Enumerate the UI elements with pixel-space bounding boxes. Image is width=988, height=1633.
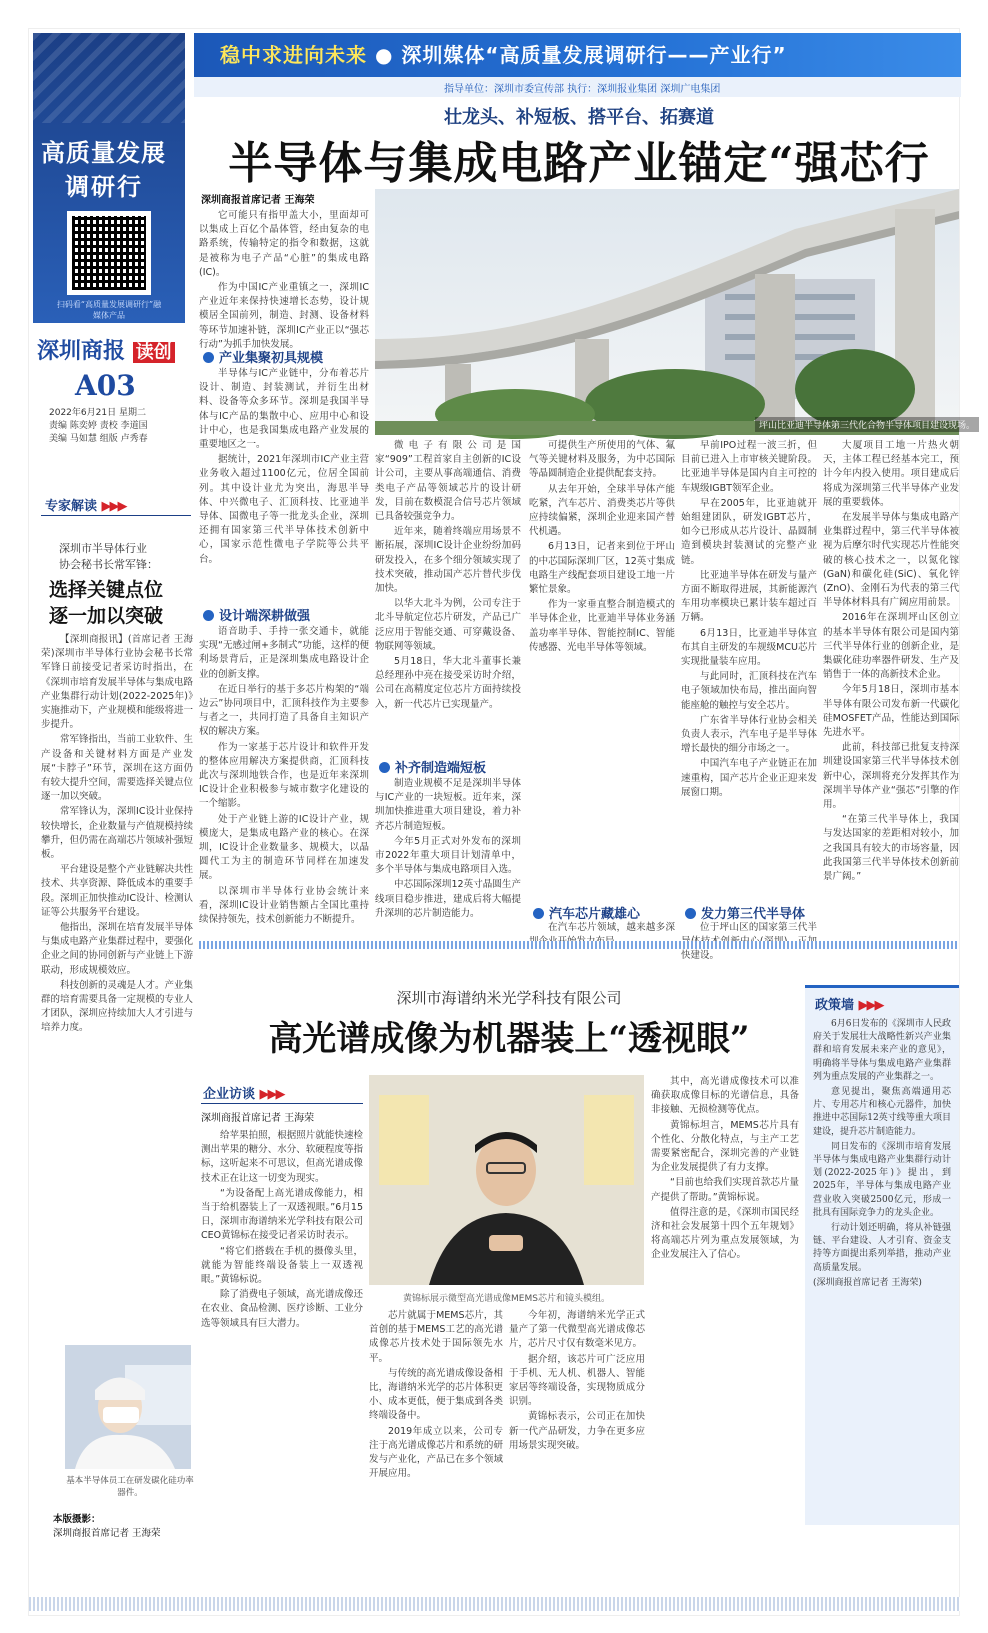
article-kicker: 壮龙头、补短板、搭平台、拓赛道 (444, 107, 714, 128)
banner-highlight: 稳中求进向未来 (220, 43, 367, 67)
paragraph: 它可能只有指甲盖大小，里面却可以集成上百亿个晶体管，经由复杂的电路系统，传输特定的指令和数据，这就是被称为电子产品“心脏”的集成电路(IC)。 (199, 210, 369, 278)
paragraph: 在汽车芯片领域，越来越多深 (548, 922, 675, 933)
column-masthead (33, 33, 185, 323)
section-title-manufacturing: 补齐制造端短板 (379, 757, 486, 776)
paragraph: 除了消费电子领域，高光谱成像还在农业、食品检测、医疗诊断、工业分选等领域具有巨大潜力。 (201, 1289, 363, 1329)
construction-photo (375, 189, 976, 435)
policy-box (805, 985, 959, 1525)
ceo-photo (369, 1075, 644, 1285)
expert-text (41, 633, 193, 1333)
masthead-decoration (33, 33, 185, 123)
paragraph: 处于产业链上游的IC设计产业，规模庞大，是集成电路产业的核心。在深圳，IC设计企业数量多、规模大，以晶圆代工为主的制造环节同样在加速发展。 (199, 813, 369, 882)
ceo-illustration (369, 1075, 644, 1285)
article-headline: 半导体与集成电路产业锚定“强芯行 (228, 138, 930, 189)
section-title-cluster: 产业集聚初具规模 (203, 347, 323, 366)
section-text-design (199, 625, 369, 935)
paragraph: 2016年在深圳坪山区创立的基本半导体有限公司是国内第三代半导体行业的创新企业，是集碳化硅功率器件研发、生产及销售于一体的高新技术企业。 (823, 612, 959, 681)
newspaper-page (28, 28, 976, 1616)
photo-illustration (375, 189, 959, 435)
paragraph: 与传统的高光谱成像设备相比，海谱纳米光学的芯片体积更小、成本更低，便于集成到各类终端设备中。 (369, 1367, 503, 1422)
paragraph: 据统计，2021年深圳市IC产业主营业务收入超过1100亿元，位居全国前列。其中设计业尤为突出，海思半导体、中兴微电子、汇顶科技、比亚迪半导体、国微电子等一批龙头企业，深圳还拥有国家第三代半导体技术创新中心，国家示范性微电子学院等公共平台。 (199, 454, 369, 565)
paragraph: 常军锋指出，当前工业软件、生产设备和关键材料方面是产业发展“卡脖子”环节，深圳在这方面仍有较大提升空间，需要选择关键点位逐一加以突破。 (41, 734, 194, 803)
paragraph: 他指出，深圳在培育发展半导体与集成电路产业集群过程中，要强化企业之间的协同创新与产业链上下游联动，形成规模效应。 (41, 922, 194, 976)
paragraph: 中芯国际深圳12英寸晶圆生产线项目稳步推进，建成后将大幅提升深圳的芯片制造能力。 (375, 879, 521, 919)
paragraph: 大厦项目工地一片热火朝天，主体工程已经基本完工，预计今年内投入使用。项目建成后将成为深圳第三代半导体产业发展的重要载体。 (823, 440, 959, 508)
paragraph: 半导体与IC产业链中，分布着芯片设计、制造、封装测试，并衍生出材料、设备等众多环节。深圳是我国半导体与IC产品的集散中心、应用中心和设计中心，也是我国集成电路产业发展的重要地区之一。 (199, 368, 369, 451)
paragraph: 在发展半导体与集成电路产业集群过程中，第三代半导体被视为后摩尔时代实现芯片性能突破的核心技术之一，以氮化镓(GaN)和碳化硅(SiC)、氧化锌(ZnO)、金刚石为代表的第三代半导体材料具有广阔应用前景。 (823, 512, 959, 609)
paragraph: 黄锦标表示，公司正在加快新一代产品研发，力争在更多应用场景实现突破。 (509, 1411, 645, 1451)
paragraph: 平台建设是整个产业链解决共性技术、共享资源、降低成本的重要手段。深圳正加快推动IC设计、检测认证等公共服务平台建设。 (41, 864, 194, 918)
section-text-cluster (199, 367, 369, 599)
paragraph: “目前也给我们实现首款芯片量产提供了帮助。”黄锦标说。 (651, 1177, 799, 1203)
banner-title: ● 深圳媒体“高质量发展调研行——产业行” (374, 43, 787, 67)
issue-date: 2022年6月21日 星期二 (49, 408, 146, 418)
qr-caption: 扫码看“高质量发展调研行”融媒体产品 (56, 300, 162, 320)
paragraph: 位于坪山区的国家第三代半 快建设。 (681, 922, 817, 962)
paragraph: 与此同时，汇顶科技在汽车电子领域加快布局，推出面向智能座舱的触控与安全芯片。 (681, 671, 817, 711)
article-byline: 深圳商报首席记者 王海荣 (201, 195, 315, 206)
paragraph: 语音助手、手持一张交通卡，就能实现“无感过闸+多制式”功能，这样的便利场景背后，正是深圳集成电路设计企业的创新支撑。 (199, 626, 369, 680)
paragraph: 作为中国IC产业重镇之一，深圳IC产业近年来保持快速增长态势，设计规模居全国前列，制造、封测、设备材料等环节加速补链，深圳IC产业正以“强芯行动”为抓手加快发展。 (199, 282, 369, 350)
policy-text (813, 1018, 951, 1292)
paragraph: 微电子有限公司是国家“909”工程首家自主创新的IC设计公司，主要从事高端通信、消费类电子产品等领域芯片的设计研发，目前在数模混合信号芯片领域已具备较强竞争力。 (375, 440, 521, 523)
column-text (681, 439, 817, 901)
paragraph: 2019年成立以来，公司专注于高光谱成像芯片和系统的研发与产业化，产品已在多个领域开展应用。 (369, 1425, 503, 1480)
paragraph: 早前IPO过程一波三折，但目前已进入上市审核关键阶段。比亚迪半导体是国内自主可控的车规级IGBT领军企业。 (681, 440, 817, 494)
paragraph: 在近日举行的基于多芯片构架的“端边云”协同项目中，汇顶科技作为主要参与者之一，共同打造了具备自主知识产权的解决方案。 (199, 683, 369, 738)
worker-photo-caption: 基本半导体员工在研发碳化硅功率器件。 (66, 1476, 194, 1498)
credit-name: 深圳商报首席记者 王海荣 (53, 1528, 161, 1539)
article2-text (509, 1309, 645, 1575)
paragraph: “为设备配上高光谱成像能力，相当于给机器装上了一双透视眼。”6月15日，深圳市海谱纳米光学科技有限公司CEO黄锦标在接受记者采访时表示。 (201, 1187, 363, 1242)
company-name: 深圳市海谱纳米光学科技有限公司 (396, 989, 622, 1007)
paragraph: 作为一家垂直整合制造模式的半导体企业，比亚迪半导体业务涵盖功率半导体、智能控制IC、智能传感器、光电半导体等领域。 (529, 599, 675, 653)
paragraph: 可提供生产所使用的气体、氟气等关键材料及服务，为中芯国际等晶圆制造企业提供配套支持。 (529, 440, 675, 480)
paragraph: 今年初，海谱纳米光学正式量产了第一代微型高光谱成像芯片，芯片尺寸仅有数毫米见方。 (509, 1310, 645, 1350)
page-number: A03 (75, 369, 136, 402)
bottom-decoration (29, 1597, 961, 1611)
paragraph: 6月13日，记者来到位于坪山的中芯国际深圳厂区，12英寸集成电路生产线配套项目建设工地一片繁忙景象。 (529, 541, 675, 596)
paragraph: 行动计划还明确，将从补链强链、平台建设、人才引育、资金支持等方面提出系列举措，推动产业高质量发展。 (813, 1223, 951, 1273)
paper-logo (37, 334, 175, 365)
column-text (529, 439, 675, 901)
paragraph: 此前，科技部已批复支持深圳建设国家第三代半导体技术创新中心，深圳将充分发挥其作为深圳半导体产业“强芯”引擎的作用。 (823, 742, 959, 811)
expert-tag: 专家解读 ▶▶▶ (45, 499, 126, 514)
paragraph: 给苹果拍照，根据照片就能快速检测出苹果的糖分、水分、软硬程度等指标，这听起来不可思议，但高光谱成像技术正在让这一切变为现实。 (201, 1130, 363, 1184)
divider (201, 1103, 363, 1104)
editor-credits: 责编 陈奕婷 责校 李道国 美编 马如慧 组版 卢秀春 (49, 421, 148, 444)
policy-credit: (深圳商报首席记者 王海荣) (813, 1277, 922, 1288)
paragraph: 中国汽车电子产业链正在加速重构，国产芯片企业正迎来发展窗口期。 (681, 758, 817, 798)
paragraph: “在第三代半导体上，我国与发达国家的差距相对较小，加之我国具有较大的市场容量，因此我国第三代半导体技术创新前景广阔。” (823, 814, 959, 883)
sub-banner (194, 77, 961, 97)
paragraph: 6月6日发布的《深圳市人民政府关于发展壮大战略性新兴产业集群和培育发展未来产业的意见》，明确将半导体与集成电路产业集群列为重点发展的产业集群之一。 (813, 1019, 951, 1082)
article2-byline: 深圳商报首席记者 王海荣 (201, 1113, 315, 1124)
paragraph: 比亚迪半导体在研发与量产方面不断取得进展，其新能源汽车用功率模块已累计装车超过百万辆。 (681, 569, 817, 624)
ceo-photo-caption: 黄锦标展示微型高光谱成像MEMS芯片和镜头模组。 (403, 1294, 610, 1304)
paragraph: 芯片就属于MEMS芯片，其首创的基于MEMS工艺的高光谱成像芯片技术处于国际领先水平。 (369, 1310, 503, 1364)
paragraph: 作为一家基于芯片设计和软件开发的整体应用解决方案提供商，汇顶科技此次与深圳地铁合作，也是近年来深圳IC设计企业积极参与城市数字化建设的一个缩影。 (199, 741, 369, 810)
section-title-third-gen: 发力第三代半导体 (685, 903, 805, 922)
paragraph: 制造业规模不足是深圳半导体与IC产业的一块短板。近年来，深圳加快推进重大项目建设，着力补齐芯片制造短板。 (375, 778, 521, 832)
expert-quote: 选择关键点位 逐一加以突破 (49, 579, 164, 627)
section-text-manufacturing (375, 777, 521, 935)
paragraph: 5月18日，华大北斗董事长兼总经理孙中亮在接受采访时介绍，公司在高精度定位芯片方面持续投入，新一代芯片已实现量产。 (375, 656, 521, 710)
expert-name: 深圳市半导体行业 协会秘书长常军锋： (59, 542, 158, 571)
worker-photo (65, 1345, 191, 1469)
masthead-title-line1: 高质量发展 (41, 139, 166, 167)
column-text (823, 439, 959, 937)
credit-label: 本版摄影： (53, 1514, 101, 1525)
paragraph: 今年5月18日，深圳市基本半导体有限公司发布新一代碳化硅MOSFET产品，性能达到国际先进水平。 (823, 684, 959, 739)
section-text-auto-chips (529, 921, 675, 937)
paragraph: 同日发布的《深圳市培育发展半导体与集成电路产业集群行动计划(2022-2025年)》提出，到2025年，半导体与集成电路产业营业收入突破2500亿元，形成一批具有国际竞争力的龙头企业。 (813, 1141, 951, 1218)
paragraph: 以深圳市半导体行业协会统计来看，深圳IC设计业销售额占全国比重持续保持领先，技术创新能力不断提升。 (199, 885, 369, 926)
paragraph: 近年来，随着终端应用场景不断拓展，深圳IC设计企业纷纷加码研发投入，在多个细分领域实现了技术突破，推动国产芯片替代步伐加快。 (375, 526, 521, 595)
paragraph: 以华大北斗为例，公司专注于北斗导航定位芯片研发，产品已广泛应用于智能交通、可穿戴设备、物联网等领域。 (375, 598, 521, 652)
section-text-third-gen (681, 921, 817, 962)
paragraph: 今年5月正式对外发布的深圳市2022年重大项目计划清单中，多个半导体与集成电路项目入选。 (375, 835, 521, 876)
paragraph: 值得注意的是，《深圳市国民经济和社会发展第十四个五年规划》将高端芯片列为重点发展领域，为企业发展注入了信心。 (651, 1206, 799, 1261)
paragraph: 6月13日，比亚迪半导体宣布其自主研发的车规级MCU芯片实现批量装车应用。 (681, 627, 817, 668)
intro-text (199, 209, 369, 350)
paragraph: 广东省半导体行业协会相关负责人表示，汽车电子是半导体增长最快的细分市场之一。 (681, 714, 817, 755)
top-banner (194, 33, 961, 77)
paragraph: 常军锋认为，深圳IC设计业保持较快增长，企业数量与产值规模持续攀升，但仍需在高端芯片领域补强短板。 (41, 806, 194, 861)
paper-name: 深圳商报 (37, 338, 126, 364)
paragraph: 据介绍，该芯片可广泛应用于手机、无人机、机器人、智能家居等终端设备，实现物质成分识别。 (509, 1353, 645, 1408)
article2-text (651, 1075, 799, 1575)
article2-text (369, 1309, 503, 1575)
section-title-design: 设计端深耕做强 (203, 605, 310, 624)
policy-title: 政策墙 ▶▶▶ (815, 998, 883, 1013)
paragraph: 【深圳商报讯】(首席记者 王海荣)深圳市半导体行业协会秘书长常军锋日前接受记者采访时指出，在《深圳市培育发展半导体与集成电路产业集群行动计划(2022-2025年)》实施推动下，产业规模和能级将进一步提升。 (41, 634, 194, 731)
photo-credit (53, 1513, 203, 1541)
divider (41, 515, 191, 516)
photo-caption: 坪山比亚迪半导体第三代化合物半导体项目建设现场。 (755, 417, 979, 432)
article2-text (201, 1129, 363, 1513)
paragraph: 科技创新的灵魂是人才。产业集群的培育需要具备一定规模的专业人才团队，深圳应持续加大人才引进与培养力度。 (41, 979, 194, 1034)
issue-info (49, 407, 189, 446)
qr-code[interactable] (67, 211, 151, 295)
section-title-auto-chips: 汽车芯片藏雄心 (533, 903, 640, 922)
section-separator (199, 941, 959, 949)
masthead-title-line2: 调研行 (65, 173, 143, 201)
paragraph: 早在2005年，比亚迪就开始组建团队，研发IGBT芯片，如今已形成从芯片设计、晶圆制造到模块封装测试的完整产业链。 (681, 497, 817, 566)
article2-headline: 高光谱成像为机器装上“透视眼” (268, 1019, 750, 1059)
interview-tag: 企业访谈 ▶▶▶ (203, 1087, 284, 1102)
paragraph: 意见提出，聚焦高端通用芯片、专用芯片和核心元器件，加快推进中芯国际12英寸线等重大项目建设，提升芯片制造能力。 (813, 1087, 951, 1137)
paragraph: 黄锦标坦言，MEMS芯片具有个性化、分散化特点，与主产工艺需要紧密配合，深圳完善的产业链为企业发展提供了有力支撑。 (651, 1119, 799, 1174)
column-text (375, 439, 521, 751)
worker-illustration (65, 1345, 191, 1469)
paragraph: 其中，高光谱成像技术可以准确获取成像目标的光谱信息，具备非接触、无损检测等优点。 (651, 1076, 799, 1116)
paragraph: “将它们搭载在手机的摄像头里，就能为智能终端设备装上一双透视眼。”黄锦标说。 (201, 1245, 363, 1286)
banner-organizers: 指导单位：深圳市委宣传部 执行：深圳报业集团 深圳广电集团 (444, 84, 721, 95)
paper-tag: 读创 (133, 342, 175, 363)
paragraph: 从去年开始，全球半导体产能吃紧，汽车芯片、消费类芯片等供应持续偏紧，深圳企业迎来国产替代机遇。 (529, 483, 675, 538)
